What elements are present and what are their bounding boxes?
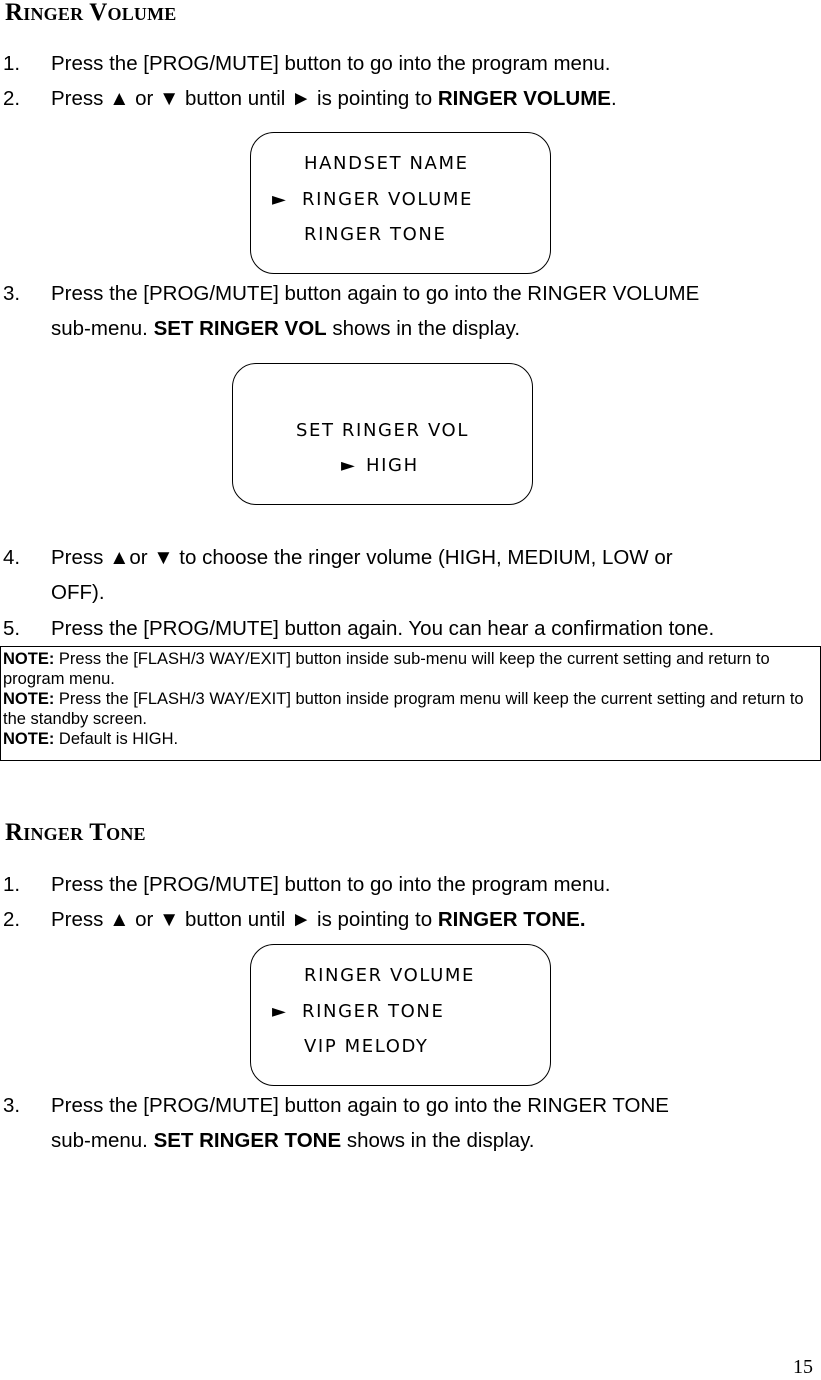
step-number: 3. [3, 1094, 21, 1117]
step-4 [0, 546, 821, 606]
step-text-line-2: OFF). [51, 581, 105, 604]
step-text-line-1: Press the [PROG/MUTE] button again to go into the RINGER TONE [51, 1094, 669, 1117]
step-text: Press the [PROG/MUTE] button to go into the program menu. [51, 873, 611, 896]
step-text: Press ▲ or ▼ button until ► is pointing to RINGER VOLUME. [51, 87, 617, 110]
step-number: 3. [3, 282, 21, 305]
menu-line-set-ringer-vol: SET RINGER VOL [296, 420, 469, 441]
step-text-line-2: sub-menu. SET RINGER TONE shows in the display. [51, 1129, 535, 1152]
step-text: Press the [PROG/MUTE] button to go into the program menu. [51, 52, 611, 75]
step-text: Press the [PROG/MUTE] button again. You can hear a confirmation tone. [51, 617, 715, 640]
step-5 [0, 617, 821, 641]
note-1: NOTE: Press the [FLASH/3 WAY/EXIT] button inside sub-menu will keep the current setting and return to program menu. [3, 650, 770, 688]
menu-line-high: HIGH [366, 455, 419, 476]
notes-box [0, 646, 821, 761]
menu-line-ringer-tone: RINGER TONE [304, 224, 447, 245]
step-number: 2. [3, 908, 21, 931]
pointer-arrow-icon: ► [291, 87, 312, 110]
menu-line-ringer-volume: RINGER VOLUME [302, 189, 474, 210]
step-number: 2. [3, 87, 21, 110]
step-text: Press ▲ or ▼ button until ► is pointing to RINGER TONE. [51, 908, 586, 931]
step-number: 1. [3, 52, 21, 75]
menu-line-vip-melody: VIP MELODY [304, 1036, 429, 1057]
step-text-line-2: sub-menu. SET RINGER VOL shows in the display. [51, 317, 521, 340]
pointer-arrow-icon: ► [341, 455, 357, 476]
down-arrow-icon: ▼ [159, 87, 180, 110]
lcd-display-program-menu-tone [250, 944, 551, 1086]
step-text-line-1: Press the [PROG/MUTE] button again to go into the RINGER VOLUME [51, 282, 700, 305]
menu-line-ringer-tone: RINGER TONE [302, 1001, 445, 1022]
step-number: 4. [3, 546, 21, 569]
step-3 [0, 1094, 821, 1154]
menu-line-handset-name: HANDSET NAME [304, 153, 469, 174]
step-number: 5. [3, 617, 21, 640]
pointer-arrow-icon: ► [272, 189, 288, 210]
page-number: 15 [793, 1356, 813, 1378]
step-2 [0, 908, 821, 932]
section-title-ringer-volume: Ringer Volume [5, 0, 177, 26]
step-number: 1. [3, 873, 21, 896]
section-title-ringer-tone: Ringer Tone [5, 819, 146, 846]
down-arrow-icon: ▼ [159, 908, 180, 931]
up-arrow-icon: ▲ [109, 87, 130, 110]
pointer-arrow-icon: ► [272, 1001, 288, 1022]
step-1 [0, 52, 821, 76]
menu-line-ringer-volume: RINGER VOLUME [304, 965, 476, 986]
lcd-display-program-menu [250, 132, 551, 274]
lcd-display-set-ringer-vol [232, 363, 533, 505]
pointer-arrow-icon: ► [291, 908, 312, 931]
step-text-line-1: Press ▲or ▼ to choose the ringer volume (HIGH, MEDIUM, LOW or [51, 546, 673, 569]
step-2 [0, 87, 821, 111]
step-3 [0, 282, 821, 342]
step-1 [0, 873, 821, 897]
note-3: NOTE: Default is HIGH. [3, 730, 179, 748]
up-arrow-icon: ▲ [109, 908, 130, 931]
note-2: NOTE: Press the [FLASH/3 WAY/EXIT] button inside program menu will keep the current setting and return to the standby screen. [3, 690, 804, 728]
